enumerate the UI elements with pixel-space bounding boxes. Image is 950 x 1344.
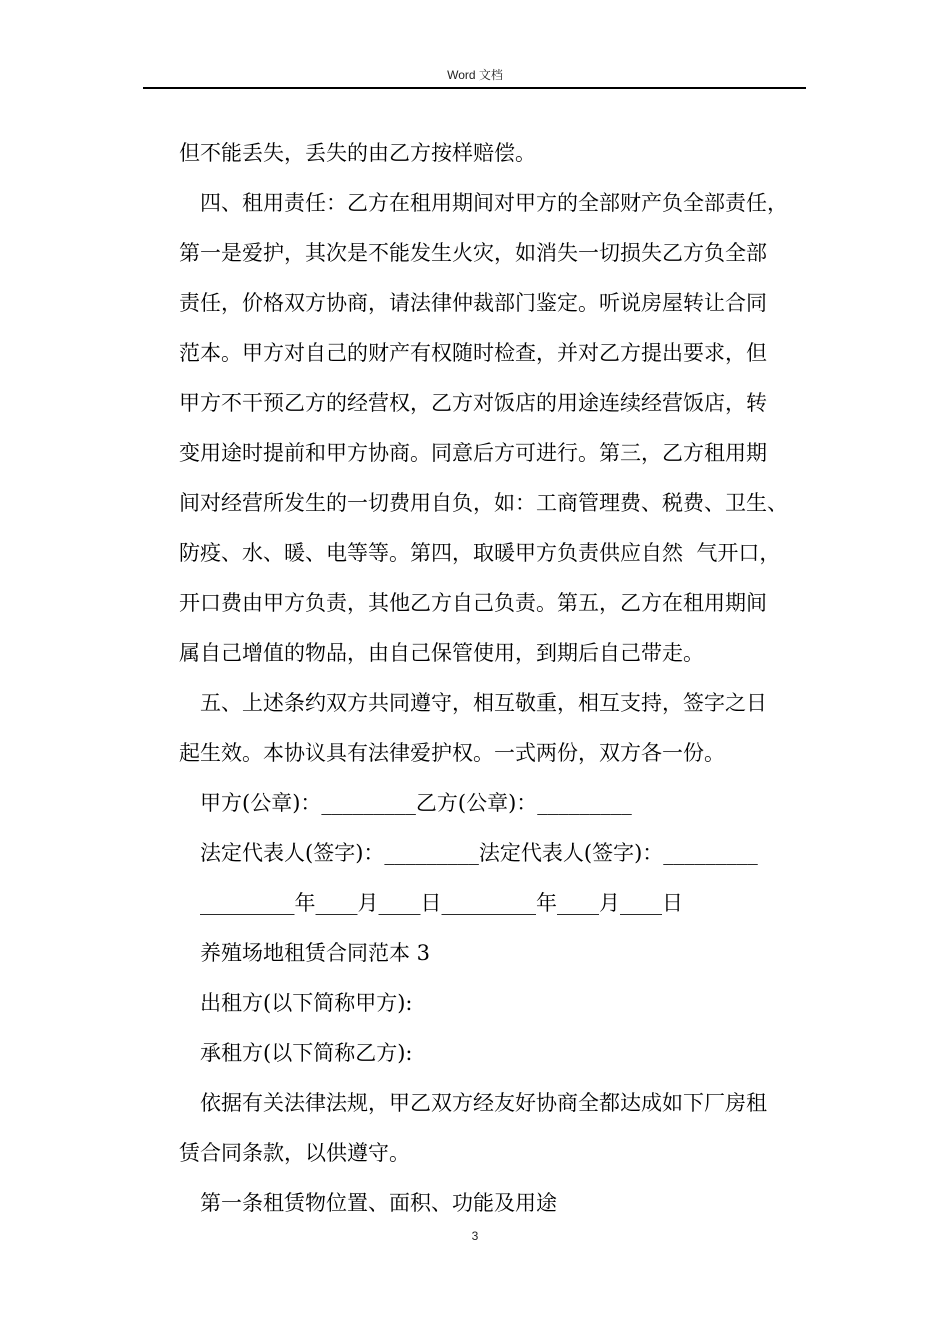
document-body bbox=[179, 128, 811, 1228]
text-line: 起生效。本协议具有法律爱护权。一式两份，双方各一份。 bbox=[179, 741, 725, 765]
text-line: 但不能丢失，丢失的由乙方按样赔偿。 bbox=[179, 141, 536, 165]
text-line: 甲方(公章)：_________乙方(公章)：_________ bbox=[200, 791, 632, 815]
text-line: 承租方(以下简称乙方): bbox=[200, 1041, 413, 1065]
text-line: 依据有关法律法规，甲乙双方经友好协商全都达成如下厂房租 bbox=[200, 1091, 767, 1115]
text-line: 五、上述条约双方共同遵守，相互敬重，相互支持，签字之日 bbox=[200, 691, 767, 715]
text-line: 四、租用责任：乙方在租用期间对甲方的全部财产负全部责任， bbox=[200, 191, 788, 215]
text-line: 第一条租赁物位置、面积、功能及用途 bbox=[200, 1191, 557, 1215]
text-line: 责任，价格双方协商，请法律仲裁部门鉴定。听说房屋转让合同 bbox=[179, 291, 767, 315]
text-line: 防疫、水、暖、电等等。第四，取暖甲方负责供应自然 气开口， bbox=[179, 541, 781, 565]
text-line: 赁合同条款，以供遵守。 bbox=[179, 1141, 410, 1165]
header-divider bbox=[143, 87, 806, 89]
text-line: 法定代表人(签字)：_________法定代表人(签字)：_________ bbox=[200, 841, 758, 865]
text-line: 变用途时提前和甲方协商。同意后方可进行。第三，乙方租用期 bbox=[179, 441, 767, 465]
text-line: _________年____月____日_________年____月____日 bbox=[200, 891, 683, 915]
text-line: 范本。甲方对自己的财产有权随时检查，并对乙方提出要求，但 bbox=[179, 341, 767, 365]
page-header: Word 文档 bbox=[447, 68, 503, 82]
text-line: 甲方不干预乙方的经营权，乙方对饭店的用途连续经营饭店，转 bbox=[179, 391, 767, 415]
page-number: 3 bbox=[471, 1229, 479, 1243]
text-line: 第一是爱护，其次是不能发生火灾，如消失一切损失乙方负全部 bbox=[179, 241, 767, 265]
text-line: 属自己增值的物品，由自己保管使用，到期后自己带走。 bbox=[179, 641, 704, 665]
text-line: 出租方(以下简称甲方): bbox=[200, 991, 413, 1015]
text-line: 开口费由甲方负责，其他乙方自己负责。第五，乙方在租用期间 bbox=[179, 591, 767, 615]
text-line: 养殖场地租赁合同范本 3 bbox=[200, 941, 431, 965]
text-line: 间对经营所发生的一切费用自负，如：工商管理费、税费、卫生、 bbox=[179, 491, 788, 515]
